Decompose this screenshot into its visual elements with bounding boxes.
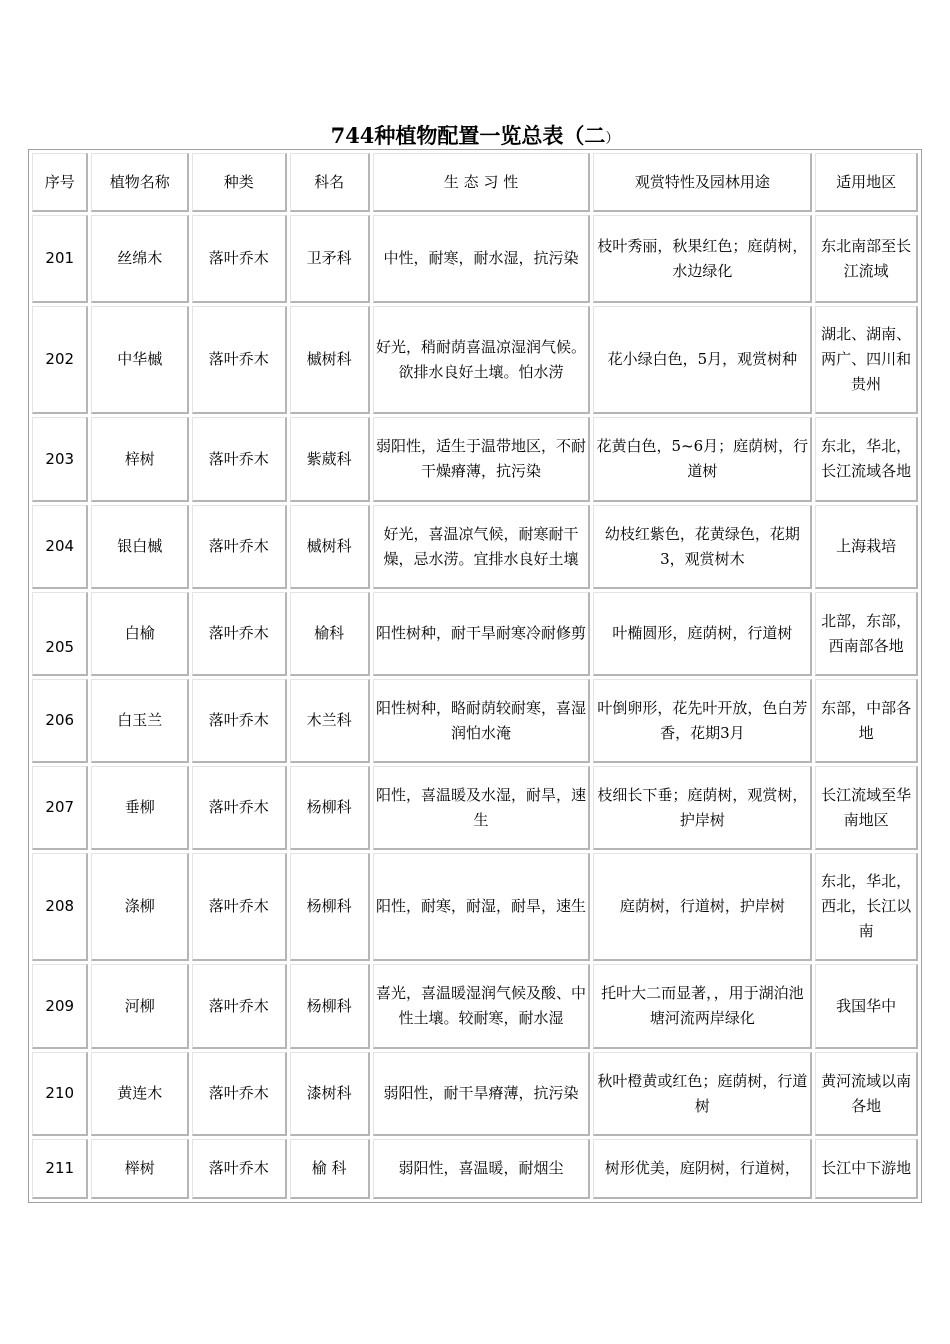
cell-family: 槭树科 <box>290 505 370 589</box>
table-row <box>32 215 918 303</box>
cell-name: 黄连木 <box>91 1052 189 1136</box>
cell-seq: 203 <box>32 417 88 502</box>
table-row <box>32 1052 918 1136</box>
cell-ornamental: 花黄白色，5~6月；庭荫树，行道树 <box>593 417 812 502</box>
cell-ornamental: 叶倒卵形，花先叶开放，色白芳香，花期3月 <box>593 679 812 763</box>
header-family: 科名 <box>290 153 370 212</box>
cell-family: 杨柳科 <box>290 766 370 850</box>
cell-name: 梓树 <box>91 417 189 502</box>
cell-type: 落叶乔木 <box>192 215 287 303</box>
title-closing-paren: ） <box>605 131 620 147</box>
cell-ornamental: 树形优美，庭阴树，行道树， <box>593 1139 812 1199</box>
header-seq: 序号 <box>32 153 88 212</box>
cell-type: 落叶乔木 <box>192 1052 287 1136</box>
cell-seq: 201 <box>32 215 88 303</box>
cell-name: 银白槭 <box>91 505 189 589</box>
cell-name: 垂柳 <box>91 766 189 850</box>
cell-type: 落叶乔木 <box>192 306 287 414</box>
header-region: 适用地区 <box>815 153 918 212</box>
table-header-row <box>32 153 918 212</box>
cell-name: 榉树 <box>91 1139 189 1199</box>
table-row <box>32 766 918 850</box>
cell-region: 东北，华北，长江流域各地 <box>815 417 918 502</box>
cell-name: 涤柳 <box>91 853 189 961</box>
header-ecology: 生 态 习 性 <box>373 153 591 212</box>
cell-seq: 211 <box>32 1139 88 1199</box>
cell-type: 落叶乔木 <box>192 1139 287 1199</box>
cell-ecology: 弱阳性，耐干旱瘠薄，抗污染 <box>373 1052 591 1136</box>
cell-ornamental: 枝叶秀丽，秋果红色；庭荫树，水边绿化 <box>593 215 812 303</box>
cell-ecology: 阳性，喜温暖及水湿，耐旱，速生 <box>373 766 591 850</box>
cell-ecology: 阳性树种，略耐荫较耐寒，喜湿润怕水淹 <box>373 679 591 763</box>
table-row <box>32 505 918 589</box>
cell-ecology: 弱阳性，适生于温带地区，不耐干燥瘠薄，抗污染 <box>373 417 591 502</box>
header-type: 种类 <box>192 153 287 212</box>
header-ornamental: 观赏特性及园林用途 <box>593 153 812 212</box>
cell-ornamental: 枝细长下垂；庭荫树，观赏树，护岸树 <box>593 766 812 850</box>
cell-family: 漆树科 <box>290 1052 370 1136</box>
table-row <box>32 853 918 961</box>
cell-family: 木兰科 <box>290 679 370 763</box>
cell-region: 东北南部至长江流域 <box>815 215 918 303</box>
cell-ornamental: 叶椭圆形，庭荫树，行道树 <box>593 592 812 676</box>
cell-seq: 206 <box>32 679 88 763</box>
cell-type: 落叶乔木 <box>192 679 287 763</box>
cell-seq: 205 <box>32 592 88 676</box>
header-name: 植物名称 <box>91 153 189 212</box>
cell-ecology: 阳性树种，耐干旱耐寒冷耐修剪 <box>373 592 591 676</box>
cell-family: 卫矛科 <box>290 215 370 303</box>
cell-family: 榆 科 <box>290 1139 370 1199</box>
table-row <box>32 592 918 676</box>
cell-type: 落叶乔木 <box>192 417 287 502</box>
table-row <box>32 964 918 1049</box>
cell-name: 白玉兰 <box>91 679 189 763</box>
page-title <box>0 120 950 150</box>
cell-seq: 202 <box>32 306 88 414</box>
cell-ecology: 好光，稍耐荫喜温凉湿润气候。欲排水良好土壤。怕水涝 <box>373 306 591 414</box>
cell-ornamental: 托叶大二而显著，，用于湖泊池塘河流两岸绿化 <box>593 964 812 1049</box>
cell-region: 上海栽培 <box>815 505 918 589</box>
cell-type: 落叶乔木 <box>192 964 287 1049</box>
cell-name: 丝绵木 <box>91 215 189 303</box>
cell-ecology: 阳性，耐寒，耐湿，耐旱，速生 <box>373 853 591 961</box>
cell-type: 落叶乔木 <box>192 766 287 850</box>
cell-ecology: 好光，喜温凉气候，耐寒耐干燥，忌水涝。宜排水良好土壤 <box>373 505 591 589</box>
cell-ecology: 弱阳性，喜温暖，耐烟尘 <box>373 1139 591 1199</box>
cell-ornamental: 庭荫树，行道树，护岸树 <box>593 853 812 961</box>
cell-region: 长江流域至华南地区 <box>815 766 918 850</box>
cell-family: 杨柳科 <box>290 964 370 1049</box>
cell-region: 东北，华北，西北，长江以南 <box>815 853 918 961</box>
cell-family: 杨柳科 <box>290 853 370 961</box>
cell-family: 槭树科 <box>290 306 370 414</box>
cell-name: 河柳 <box>91 964 189 1049</box>
cell-name: 中华槭 <box>91 306 189 414</box>
cell-ornamental: 花小绿白色，5月，观赏树种 <box>593 306 812 414</box>
cell-ornamental: 秋叶橙黄或红色；庭荫树，行道树 <box>593 1052 812 1136</box>
cell-family: 紫葳科 <box>290 417 370 502</box>
cell-type: 落叶乔木 <box>192 853 287 961</box>
table-row <box>32 417 918 502</box>
table-row <box>32 306 918 414</box>
cell-family: 榆科 <box>290 592 370 676</box>
cell-type: 落叶乔木 <box>192 505 287 589</box>
cell-name: 白榆 <box>91 592 189 676</box>
cell-seq: 207 <box>32 766 88 850</box>
cell-ornamental: 幼枝红紫色，花黄绿色，花期3，观赏树木 <box>593 505 812 589</box>
cell-ecology: 喜光，喜温暖湿润气候及酸、中性土壤。较耐寒，耐水湿 <box>373 964 591 1049</box>
cell-ecology: 中性，耐寒，耐水湿，抗污染 <box>373 215 591 303</box>
table-row <box>32 679 918 763</box>
cell-region: 黄河流域以南各地 <box>815 1052 918 1136</box>
cell-seq: 210 <box>32 1052 88 1136</box>
cell-region: 东部，中部各地 <box>815 679 918 763</box>
table-row <box>32 1139 918 1199</box>
cell-seq: 208 <box>32 853 88 961</box>
cell-region: 湖北、湖南、两广、四川和贵州 <box>815 306 918 414</box>
cell-region: 长江中下游地 <box>815 1139 918 1199</box>
cell-seq: 204 <box>32 505 88 589</box>
cell-region: 北部，东部，西南部各地 <box>815 592 918 676</box>
title-text: 744种植物配置一览总表（二 <box>330 123 606 148</box>
cell-type: 落叶乔木 <box>192 592 287 676</box>
cell-region: 我国华中 <box>815 964 918 1049</box>
cell-seq: 209 <box>32 964 88 1049</box>
plant-table <box>28 149 922 1203</box>
